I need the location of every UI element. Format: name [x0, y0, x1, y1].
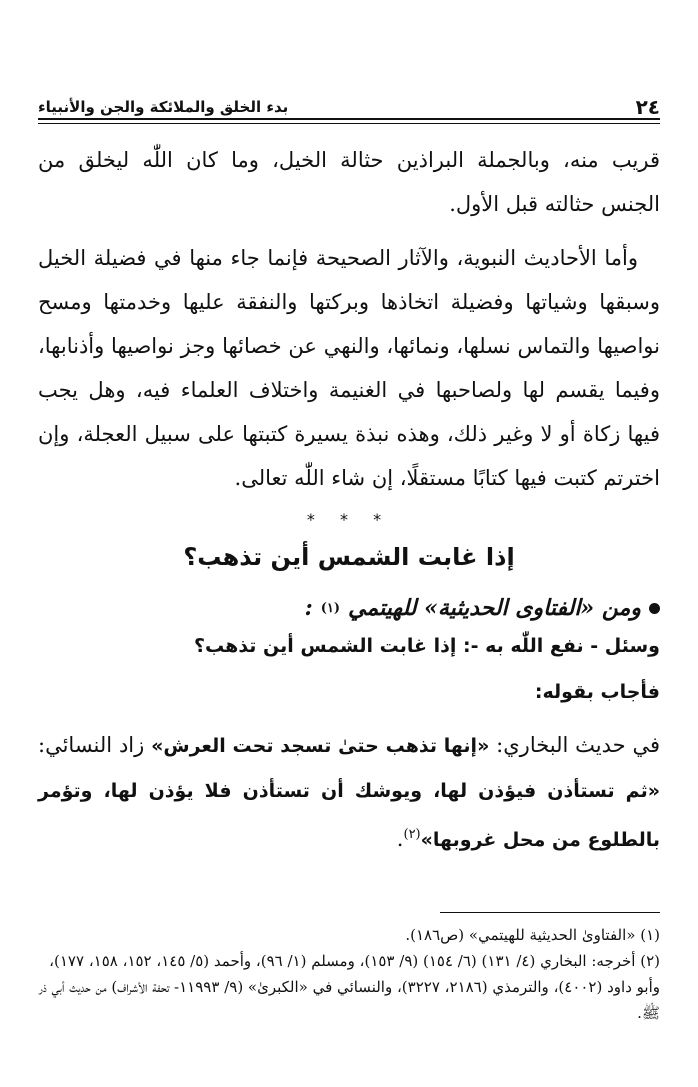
bullet-icon: [649, 603, 660, 614]
source-line: [38, 595, 660, 621]
footnote-ref-2: (٢): [403, 827, 421, 842]
running-title: بدء الخلق والملائكة والجن والأنبياء: [38, 98, 289, 116]
page-header: [38, 78, 660, 118]
source-text: ومن «الفتاوى الحديثية» للهيتمي: [348, 595, 641, 621]
footnote-2: (٢) أخرجه: البخاري (٤/ ١٣١) (٦/ ١٥٤) (٩/ ١٥٣)، ومسلم (١/ ٩٦)، وأحمد (٥/ ١٤٥، ١٥٢، ١٥٨، ١٧٧)، وأبو داود (٤٠٠٢)، والترمذي (٢١٨٦، ٣٢٢٧)، والنسائي في «الكبرىٰ» (٩/ ١١٩٩٣- تحفة الأشراف) من حديث أبي ذر ﷺ.: [38, 952, 660, 1022]
hadith-quote-2: «ثم تستأذن فيؤذن لها، ويوشك أن تستأذن فلا يؤذن لها، وتؤمر بالطلوع من محل غروبها»: [38, 780, 660, 851]
answer-label: فأجاب بقوله:: [534, 681, 660, 703]
question-line: وسئل - نفع اللّٰه به -: إذا غابت الشمس أين تذهب؟: [194, 635, 660, 657]
section-title: إذا غابت الشمس أين تذهب؟: [183, 543, 515, 571]
answer-end: .: [396, 827, 404, 851]
main-text: [38, 138, 660, 872]
footnote-1: (١) «الفتاوىٰ الحديثية للهيتمي» (ص١٨٦).: [405, 926, 660, 944]
answer-mid: زاد النسائي:: [38, 733, 152, 757]
paragraph-1: قريب منه، وبالجملة البراذين حثالة الخيل، وما كان اللّٰه ليخلق من الجنس حثالته قبل الأول.: [38, 148, 660, 216]
page-number: ٢٤: [635, 95, 660, 119]
footnote-ref-1: (١): [320, 600, 341, 616]
header-rule-thick: [38, 118, 660, 120]
header-rule-thin: [38, 123, 660, 124]
source-colon: :: [304, 595, 313, 621]
answer-intro: في حديث البخاري:: [489, 733, 660, 757]
paragraph-2: وأما الأحاديث النبوية، والآثار الصحيحة فإنما جاء منها في فضيلة الخيل وسبقها وشياتها وفضيلة اتخاذها وبركتها والنفقة عليها وخدمتها ومسح نواصيها والتماس نسلها، ونمائها، والنهي عن خصائها وجز نواصيها وأذنابها، وفيما يقسم لها ولصاحبها في الغنيمة واختلاف العلماء فيه، وهل يجب فيها زكاة أو لا وغير ذلك، وهذه نبذة يسيرة كتبتها على سبيل العجلة، وإن اخترتم كتبت فيها كتابًا مستقلًا، إن شاء اللّٰه تعالى.: [38, 246, 660, 490]
section-separator: * * *: [306, 510, 392, 529]
footnotes: [38, 922, 660, 1026]
footnote-rule: [440, 912, 660, 913]
answer-paragraph: [38, 723, 660, 862]
hadith-quote-1: «إنها تذهب حتىٰ تسجد تحت العرش»: [151, 735, 490, 757]
